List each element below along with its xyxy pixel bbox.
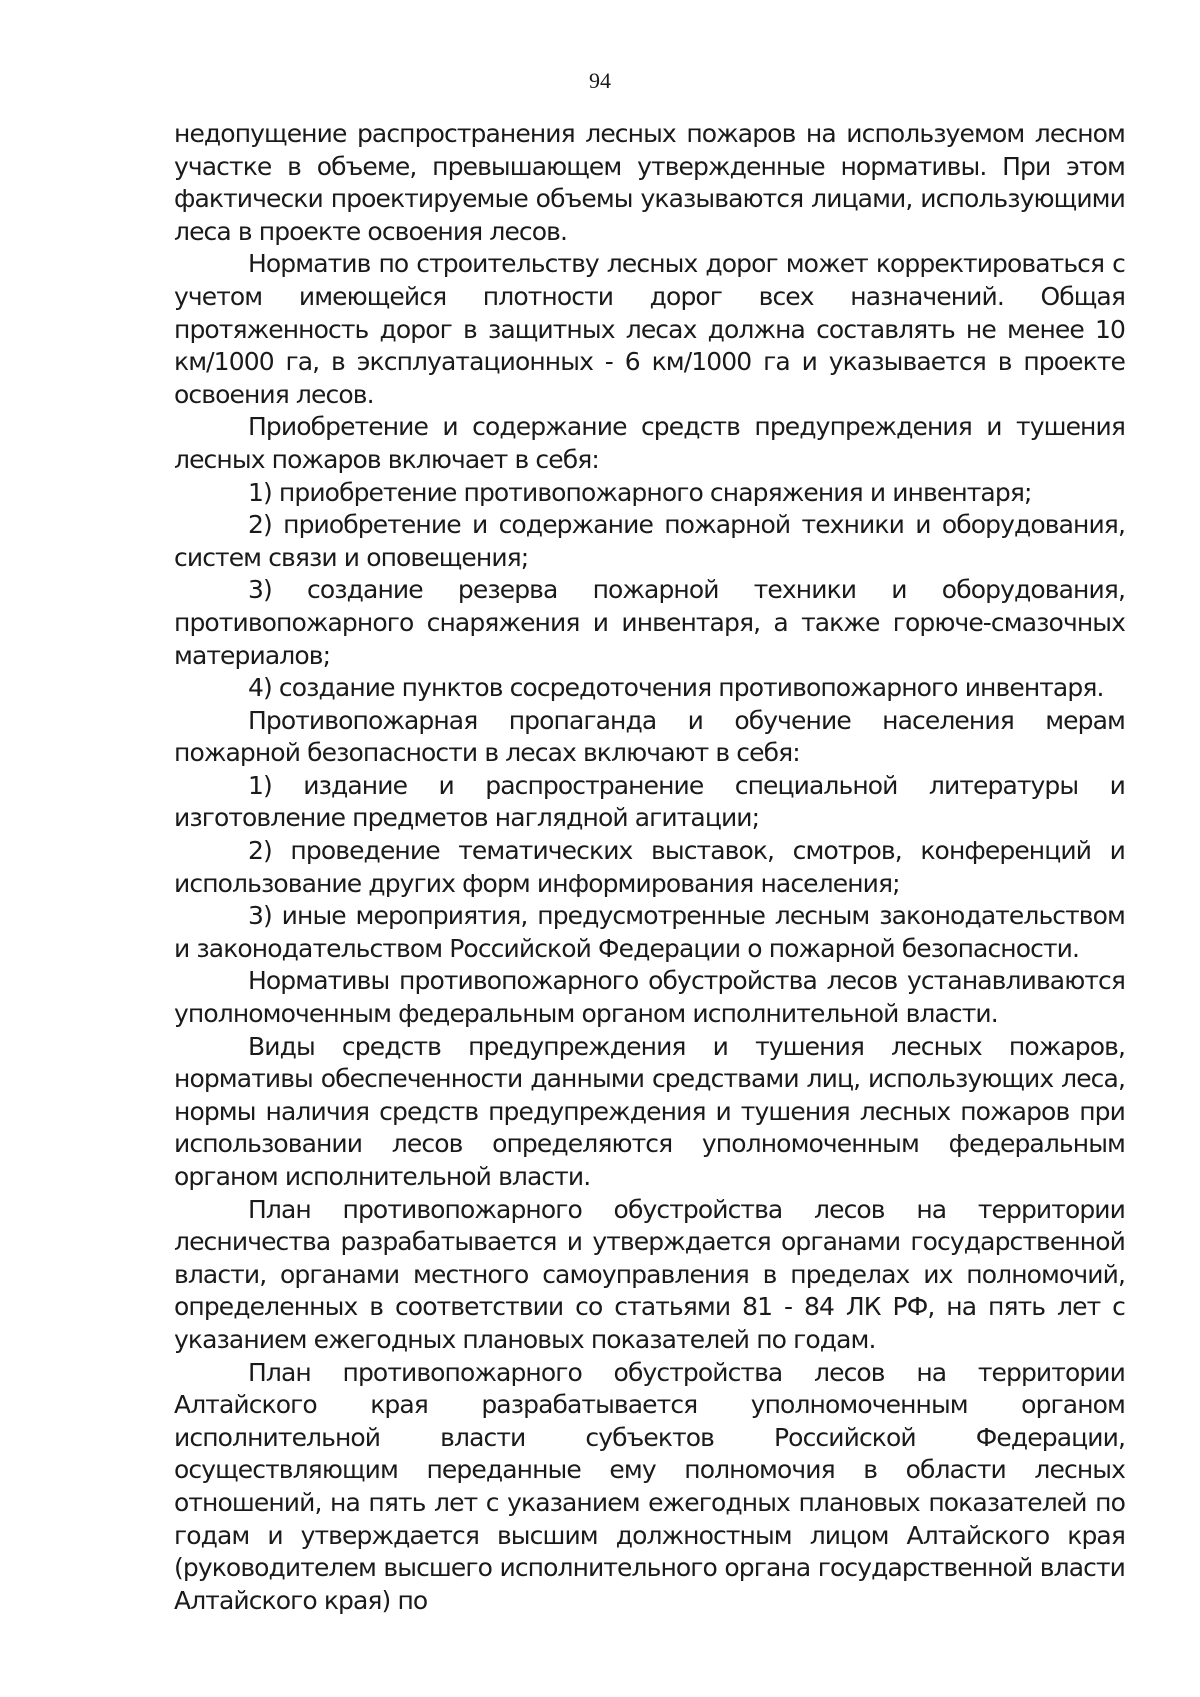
list-item-fire-machinery: 2) приобретение и содержание пожарной техники и оборудования, систем связи и оповещения; [174,510,1125,572]
page-number: 94 [589,68,611,93]
paragraph-fire-propaganda-intro: Противопожарная пропаганда и обучение населения мерам пожарной безопасности в лесах включают в себя: [174,705,1125,768]
list-item-other-measures: 3) иные мероприятия, предусмотренные лесным законодательством и законодательством Российской Федерации о пожарной безопасности. [174,901,1125,963]
paragraph-fire-means-intro: Приобретение и содержание средств предупреждения и тушения лесных пожаров включает в себя: [174,412,1125,474]
list-item-reserve-creation: 3) создание резерва пожарной техники и оборудования, противопожарного снаряжения и инвентаря, а также горюче-смазочных материалов; [174,575,1125,670]
paragraph-fire-spread-continuation: недопущение распространения лесных пожаров на используемом лесном участке в объеме, превышающем утвержденные нормативы. При этом фактически проектируемые объемы указываются лицами, использующими леса в проекте освоения лесов. [174,119,1125,246]
document-body [174,118,1125,1617]
list-item-literature-publishing: 1) издание и распространение специальной литературы и изготовление предметов наглядной агитации; [174,770,1125,833]
paragraph-means-types: Виды средств предупреждения и тушения лесных пожаров, нормативы обеспеченности данными средствами лиц, использующих леса, нормы наличия средств предупреждения и тушения лесных пожаров при использовании лесов определяются уполномоченным федеральным органом исполнительной власти. [174,1031,1125,1191]
paragraph-norms-authority: Нормативы противопожарного обустройства лесов устанавливаются уполномоченным федеральным органом исполнительной власти. [174,966,1125,1029]
paragraph-forest-roads-norm: Норматив по строительству лесных дорог может корректироваться с учетом имеющейся плотности дорог всех назначений. Общая протяженность дорог в защитных лесах должна составлять не менее 10 км/1000 га, в эксплуатационных - 6 км/1000 га и указывается в проекте освоения лесов. [174,249,1125,409]
paragraph-altai-plan: План противопожарного обустройства лесов на территории Алтайского края разрабатывается уполномоченным органом исполнительной власти субъектов Российской Федерации, осуществляющим переданные ему полномочия в области лесных отношений, на пять лет с указанием ежегодных плановых показателей по годам и утверждается высшим должностным лицом Алтайского края (руководителем высшего исполнительного органа государственной власти Алтайского края) по [174,1357,1125,1615]
list-item-equipment-purchase: 1) приобретение противопожарного снаряжения и инвентаря; [248,477,1032,507]
list-item-concentration-points: 4) создание пунктов сосредоточения противопожарного инвентаря. [248,673,1104,703]
paragraph-forestry-plan: План противопожарного обустройства лесов на территории лесничества разрабатывается и утверждается органами государственной власти, органами местного самоуправления в пределах их полномочий, определенных в соответствии со статьями 81 - 84 ЛК РФ, на пять лет с указанием ежегодных плановых показателей по годам. [174,1194,1125,1354]
list-item-exhibitions: 2) проведение тематических выставок, смотров, конференций и использование других форм информирования населения; [174,836,1125,898]
